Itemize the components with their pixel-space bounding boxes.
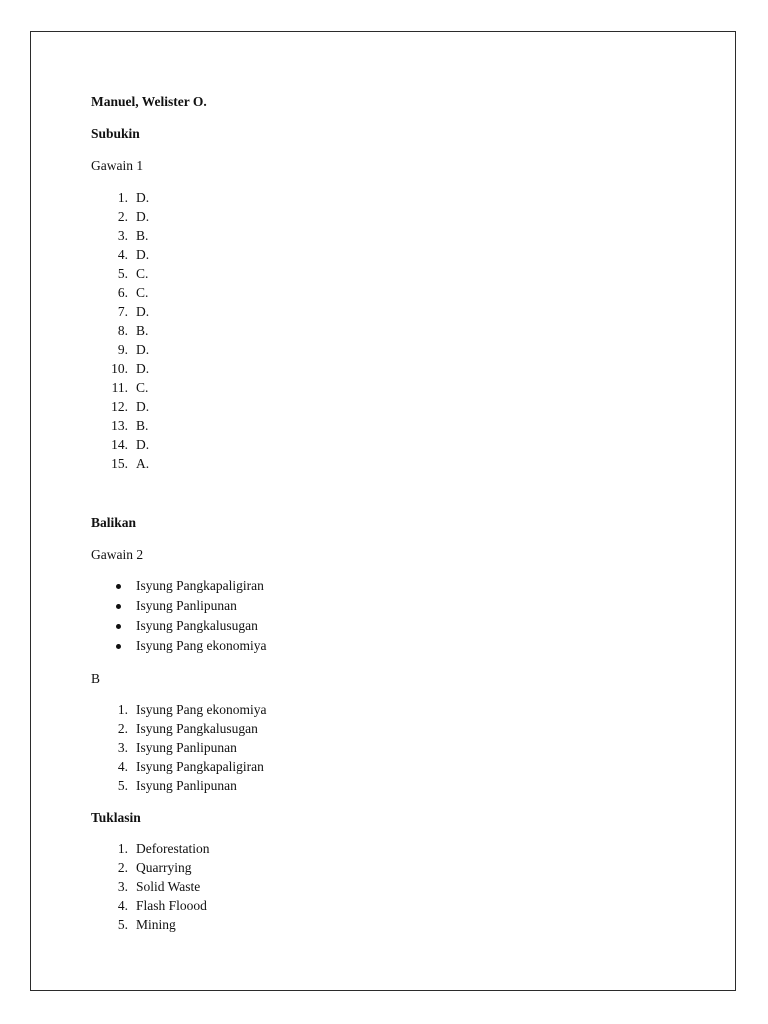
list-item: 14. D.: [111, 437, 150, 452]
bullet-icon: [116, 584, 121, 589]
list-item: 2. Isyung Pangkalusugan: [117, 721, 258, 736]
list-item: 13. B.: [111, 418, 149, 433]
bullet-icon: [116, 624, 121, 629]
author-name: Manuel, Welister O.: [91, 94, 207, 109]
list-item: 6. C.: [117, 285, 149, 300]
list-item: 3. B.: [117, 228, 149, 243]
list-item: 5. C.: [117, 266, 149, 281]
list-item: 8. B.: [117, 323, 149, 338]
document-page: [30, 31, 736, 991]
list-item: 9. D.: [117, 342, 150, 357]
list-item: 4. D.: [117, 247, 150, 262]
list-item: 4. Isyung Pangkapaligiran: [117, 759, 264, 774]
list-item: Isyung Pangkalusugan: [91, 616, 267, 636]
list-item: 4. Flash Floood: [117, 898, 207, 913]
heading-balikan: Balikan: [91, 515, 137, 530]
task-label-gawain-1: Gawain 1: [91, 158, 144, 173]
list-item: Isyung Pang ekonomiya: [91, 636, 267, 656]
bullet-icon: [116, 604, 121, 609]
list-item: 3. Isyung Panlipunan: [117, 740, 237, 755]
task-label-gawain-2: Gawain 2: [91, 547, 144, 562]
list-item: 7. D.: [117, 304, 150, 319]
list-item: 10. D.: [111, 361, 150, 376]
tuklasin-list: [91, 839, 209, 934]
list-item: 1. Isyung Pang ekonomiya: [117, 702, 267, 717]
list-item: 5. Mining: [117, 917, 176, 932]
bullet-icon: [116, 644, 121, 649]
list-item: 2. D.: [117, 209, 150, 224]
list-item: 1. D.: [117, 190, 150, 205]
list-item: Isyung Pangkapaligiran: [91, 576, 267, 596]
list-item: Isyung Panlipunan: [91, 596, 267, 616]
part-b-label: B: [91, 671, 101, 686]
list-item: 3. Solid Waste: [117, 879, 201, 894]
heading-subukin: Subukin: [91, 126, 140, 141]
issues-bullet-list: [91, 576, 267, 656]
list-item: 15. A.: [111, 456, 150, 471]
heading-tuklasin: Tuklasin: [91, 810, 141, 825]
part-b-list: [91, 700, 267, 795]
list-item: 1. Deforestation: [117, 841, 210, 856]
list-item: 11. C.: [111, 380, 149, 395]
list-item: 12. D.: [111, 399, 150, 414]
answers-list: [91, 188, 149, 473]
list-item: 2. Quarrying: [117, 860, 192, 875]
list-item: 5. Isyung Panlipunan: [117, 778, 237, 793]
